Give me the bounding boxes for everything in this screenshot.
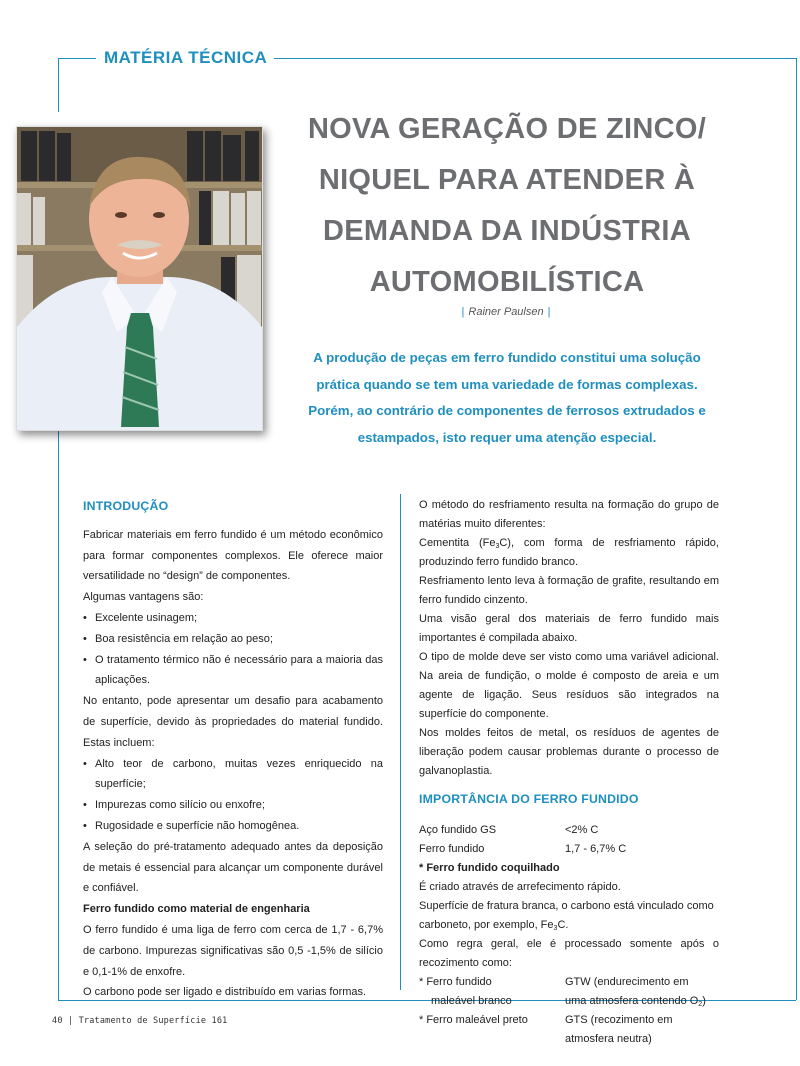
page-footer: 40 | Tratamento de Superfície 161	[52, 1016, 228, 1026]
list-item: • Excelente usinagem;	[83, 608, 383, 629]
paragraph: A seleção do pré-tratamento adequado antes da deposição de metais é essencial para alcançar um componente durável e confiável.	[83, 840, 383, 895]
paragraph: Nos moldes feitos de metal, os resíduos de agentes de liberação podem causar problemas durante o processo de galvanoplastia.	[419, 727, 719, 777]
list-item: • Rugosidade e superfície não homogênea.	[83, 816, 383, 837]
paragraph: Resfriamento lento leva à formação de grafite, resultando em ferro fundido cinzento.	[419, 575, 719, 606]
lead-line: estampados, isto requer uma atenção especial.	[357, 429, 657, 445]
composition-row	[419, 821, 719, 840]
paragraph: O tipo de molde deve ser visto como uma variável adicional. Na areia de fundição, o molde é composto de areia e um agente de ligação. Seus resíduos são integrados na superfície do componente.	[419, 651, 719, 720]
title-line: DEMANDA DA INDÚSTRIA	[323, 215, 691, 247]
lead-line: prática quando se tem uma variedade de formas complexas.	[316, 376, 698, 392]
frame-line-right	[796, 58, 797, 1000]
author-name: Rainer Paulsen	[468, 306, 544, 318]
paragraph: O ferro fundido é uma liga de ferro com cerca de 1,7 - 6,7% de carbono. Impurezas significativas são 0,5 -1,5% de silício e 0,1-1% de enxofre.	[83, 923, 383, 978]
byline-separator: |	[547, 306, 551, 318]
list-item: • Impurezas como silício ou enxofre;	[83, 795, 383, 816]
paragraph: Uma visão geral dos materiais de ferro fundido mais importantes é compilada abaixo.	[419, 613, 719, 644]
challenges-list	[83, 754, 383, 837]
frame-line-top-right	[274, 58, 796, 59]
byline	[300, 306, 712, 318]
text-run: C.	[557, 919, 569, 931]
title-line: NIQUEL PARA ATENDER À	[318, 164, 696, 196]
process-row	[419, 973, 719, 992]
subheading: Ferro fundido como material de engenharia	[83, 903, 310, 916]
spacer	[419, 1030, 565, 1049]
list-item: • O tratamento térmico não é necessário para a maioria das aplicações.	[83, 650, 383, 692]
lead-line: A produção de peças em ferro fundido constitui uma solução	[313, 350, 701, 365]
frame-line-body-left	[58, 430, 59, 1000]
title-line: NOVA GERAÇÃO DE ZINCO/	[307, 113, 707, 145]
author-photo	[16, 126, 263, 431]
material-name: Aço fundido GS	[419, 824, 497, 836]
paragraph	[419, 534, 719, 572]
text-run: Superfície de fratura branca, o carbono está vinculado como carboneto, por exemplo, Fe	[419, 900, 714, 931]
section-heading: IMPORTÂNCIA DO FERRO FUNDIDO	[419, 792, 639, 806]
section-heading: INTRODUÇÃO	[83, 499, 169, 513]
process-detail	[565, 992, 719, 1011]
article-title	[282, 104, 732, 308]
material-name: Ferro fundido	[419, 843, 485, 855]
paragraph: O método do resfriamento resulta na formação do grupo de matérias muito diferentes:	[419, 499, 719, 530]
carbon-content: <2% C	[565, 824, 599, 836]
list-item: • Boa resistência em relação ao peso;	[83, 629, 383, 650]
text-run: Cementita (Fe	[419, 537, 496, 549]
paragraph: O carbono pode ser ligado e distribuído em varias formas.	[83, 986, 367, 999]
paragraph: Fabricar materiais em ferro fundido é um método econômico para formar componentes complexos. Ele oferece maior versatilidade no “design” de componentes.	[83, 528, 383, 583]
process-name: GTS (recozimento em	[565, 1014, 673, 1026]
advantages-list	[83, 608, 383, 691]
material-name: * Ferro fundido	[419, 976, 492, 988]
list-item: • Alto teor de carbono, muitas vezes enriquecido na superfície;	[83, 754, 383, 796]
frame-line-top-left	[58, 58, 96, 59]
frame-line-left	[58, 58, 59, 112]
paragraph: É criado através de arrefecimento rápido.	[419, 881, 621, 893]
process-row	[419, 1011, 719, 1030]
right-column	[419, 496, 719, 1049]
subscript: 3	[495, 543, 500, 550]
text-run: C), com forma de resfriamento rápido, produzindo ferro fundido branco.	[419, 537, 719, 568]
process-name: GTW (endurecimento em	[565, 976, 689, 988]
process-row	[419, 1030, 719, 1049]
column-divider	[400, 494, 401, 990]
subheading: * Ferro fundido coquilhado	[419, 862, 560, 874]
text-run: uma atmosfera contendo O	[565, 995, 699, 1007]
lead-line: Porém, ao contrário de componentes de ferrosos extrudados e	[308, 403, 706, 418]
carbon-content: 1,7 - 6,7% C	[565, 843, 627, 855]
composition-row	[419, 840, 719, 859]
title-line: AUTOMOBILÍSTICA	[369, 266, 645, 298]
subscript: 2	[698, 1001, 703, 1008]
material-name: maleável branco	[431, 995, 512, 1007]
process-row	[419, 992, 719, 1011]
paragraph	[419, 897, 719, 935]
paragraph: Como regra geral, ele é processado somente após o recozimento como:	[419, 938, 719, 969]
lead-paragraph	[284, 345, 730, 451]
subscript: 3	[553, 925, 558, 932]
paragraph: Algumas vantagens são:	[83, 591, 204, 604]
left-column	[83, 496, 383, 1003]
paragraph: No entanto, pode apresentar um desafio para acabamento de superfície, devido às propriedades do material fundido. Estas incluem:	[83, 695, 383, 749]
process-detail: atmosfera neutra)	[565, 1033, 652, 1045]
section-label: MATÉRIA TÉCNICA	[104, 48, 268, 67]
material-name: * Ferro maleável preto	[419, 1014, 528, 1026]
byline-separator: |	[461, 306, 465, 318]
text-run: )	[702, 995, 706, 1007]
